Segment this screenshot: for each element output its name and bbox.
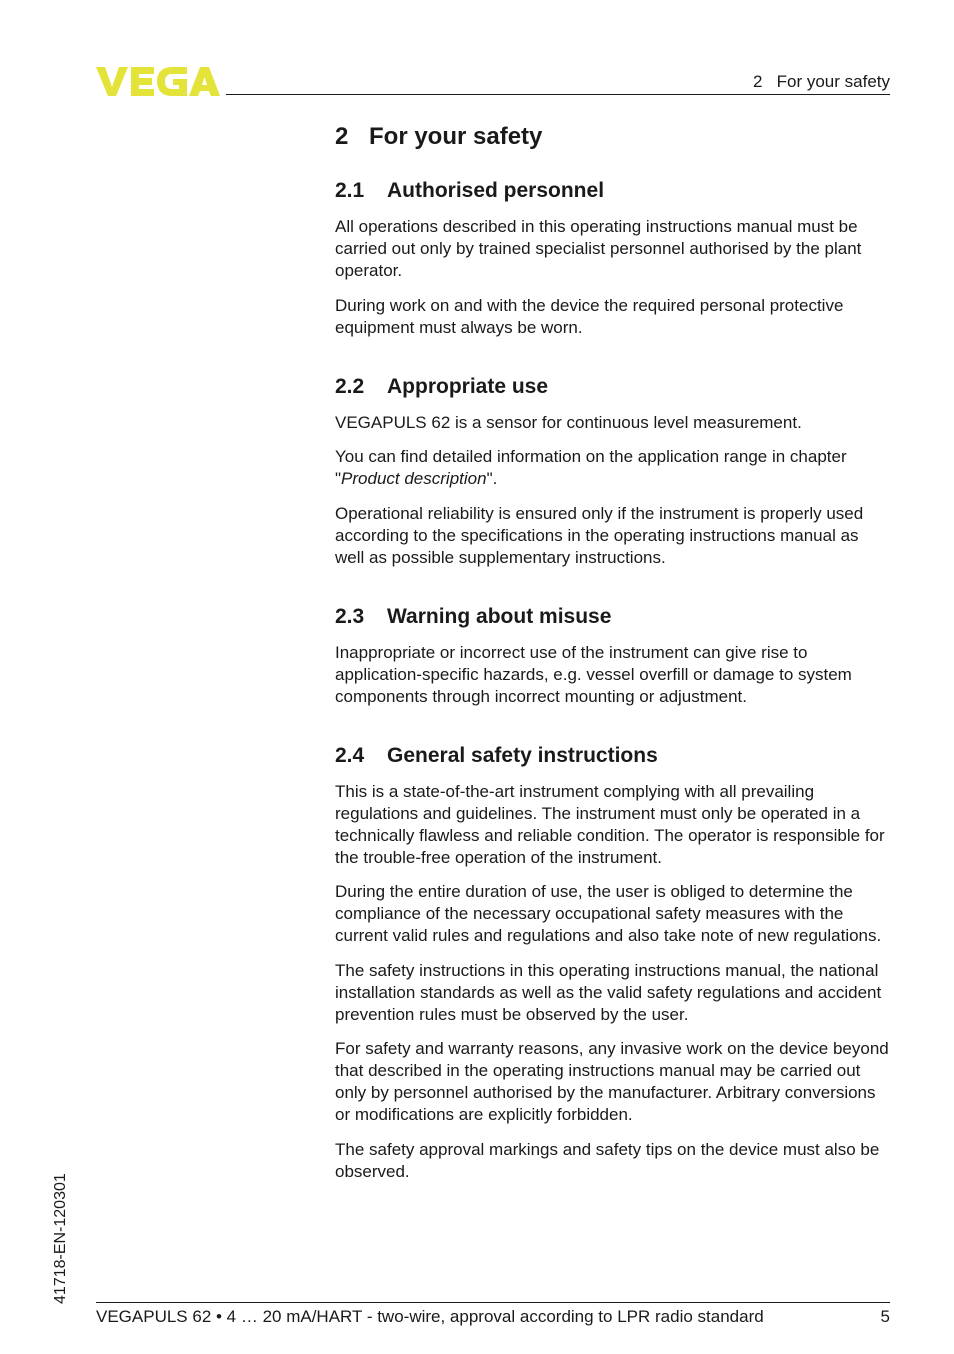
paragraph-chapter-reference	[335, 446, 891, 490]
section-title: Authorised personnel	[387, 179, 605, 202]
chapter-heading	[335, 120, 891, 154]
vega-logo	[96, 66, 220, 97]
chapter-number: 2	[335, 123, 349, 150]
reference-text-before: You can find detailed information on the application range in chapter "	[335, 447, 847, 488]
paragraph: Operational reliability is ensured only if the instrument is properly used according to the specifications in the operating instructions manual as well as possible supplementary instructions.	[335, 503, 864, 567]
section-title: Appropriate use	[387, 374, 549, 398]
reference-text-after: ".	[486, 469, 498, 488]
section-warning-misuse	[335, 602, 891, 708]
section-general-safety	[335, 741, 891, 1183]
section-number: 2.4	[335, 743, 365, 767]
paragraph: The safety approval markings and safety tips on the device must also be observed.	[335, 1139, 880, 1181]
section-appropriate-use	[335, 372, 891, 569]
section-heading	[335, 741, 891, 771]
paragraph: During the entire duration of use, the user is obliged to determine the compliance of the necessary occupational safety measures with the current valid rules and regulations and also take note of new regulations.	[335, 882, 882, 945]
paragraph: VEGAPULS 62 is a sensor for continuous level measurement.	[335, 412, 802, 432]
footer-product-line: VEGAPULS 62 • 4 … 20 mA/HART - two-wire, approval according to LPR radio standard	[96, 1307, 764, 1326]
section-number: 2.2	[335, 374, 365, 398]
chapter-reference: Product description	[341, 469, 487, 488]
chapter-title: For your safety	[369, 123, 543, 150]
document-code: 41718-EN-120301	[52, 1173, 69, 1304]
section-heading	[335, 176, 891, 206]
header-rule	[226, 94, 890, 95]
paragraph: All operations described in this operating instructions manual must be carried out only by trained specialist personnel authorised by the plant operator.	[335, 217, 862, 280]
section-authorised-personnel	[335, 176, 891, 339]
paragraph: For safety and warranty reasons, any invasive work on the device beyond that described in the operating instructions manual may be carried out only by personnel authorised by the manufacturer. Arbitrary conversions or modifications are explicitly forbidden.	[335, 1039, 889, 1124]
paragraph: Inappropriate or incorrect use of the instrument can give rise to application-specific hazards, e.g. vessel overfill or damage to system components through incorrect mounting or adjustment.	[335, 642, 852, 706]
section-number: 2.1	[335, 179, 365, 202]
section-heading	[335, 602, 891, 632]
section-title: Warning about misuse	[387, 604, 612, 628]
paragraph: The safety instructions in this operating instructions manual, the national installation standards as well as the valid safety regulations and accident prevention rules must be observed by the user.	[335, 960, 882, 1024]
section-title: General safety instructions	[387, 743, 658, 767]
section-heading	[335, 372, 891, 402]
paragraph: This is a state-of-the-art instrument complying with all prevailing regulations and guidelines. The instrument must only be operated in a technically flawless and reliable condition. The operator is responsible for the trouble-free operation of the instrument.	[335, 781, 885, 867]
page-content	[335, 120, 891, 1216]
running-header: 2 For your safety	[753, 72, 890, 91]
footer-rule	[96, 1302, 890, 1303]
section-number: 2.3	[335, 604, 365, 628]
paragraph: During work on and with the device the required personal protective equipment must always be worn.	[335, 295, 844, 337]
page-number: 5	[880, 1307, 890, 1326]
